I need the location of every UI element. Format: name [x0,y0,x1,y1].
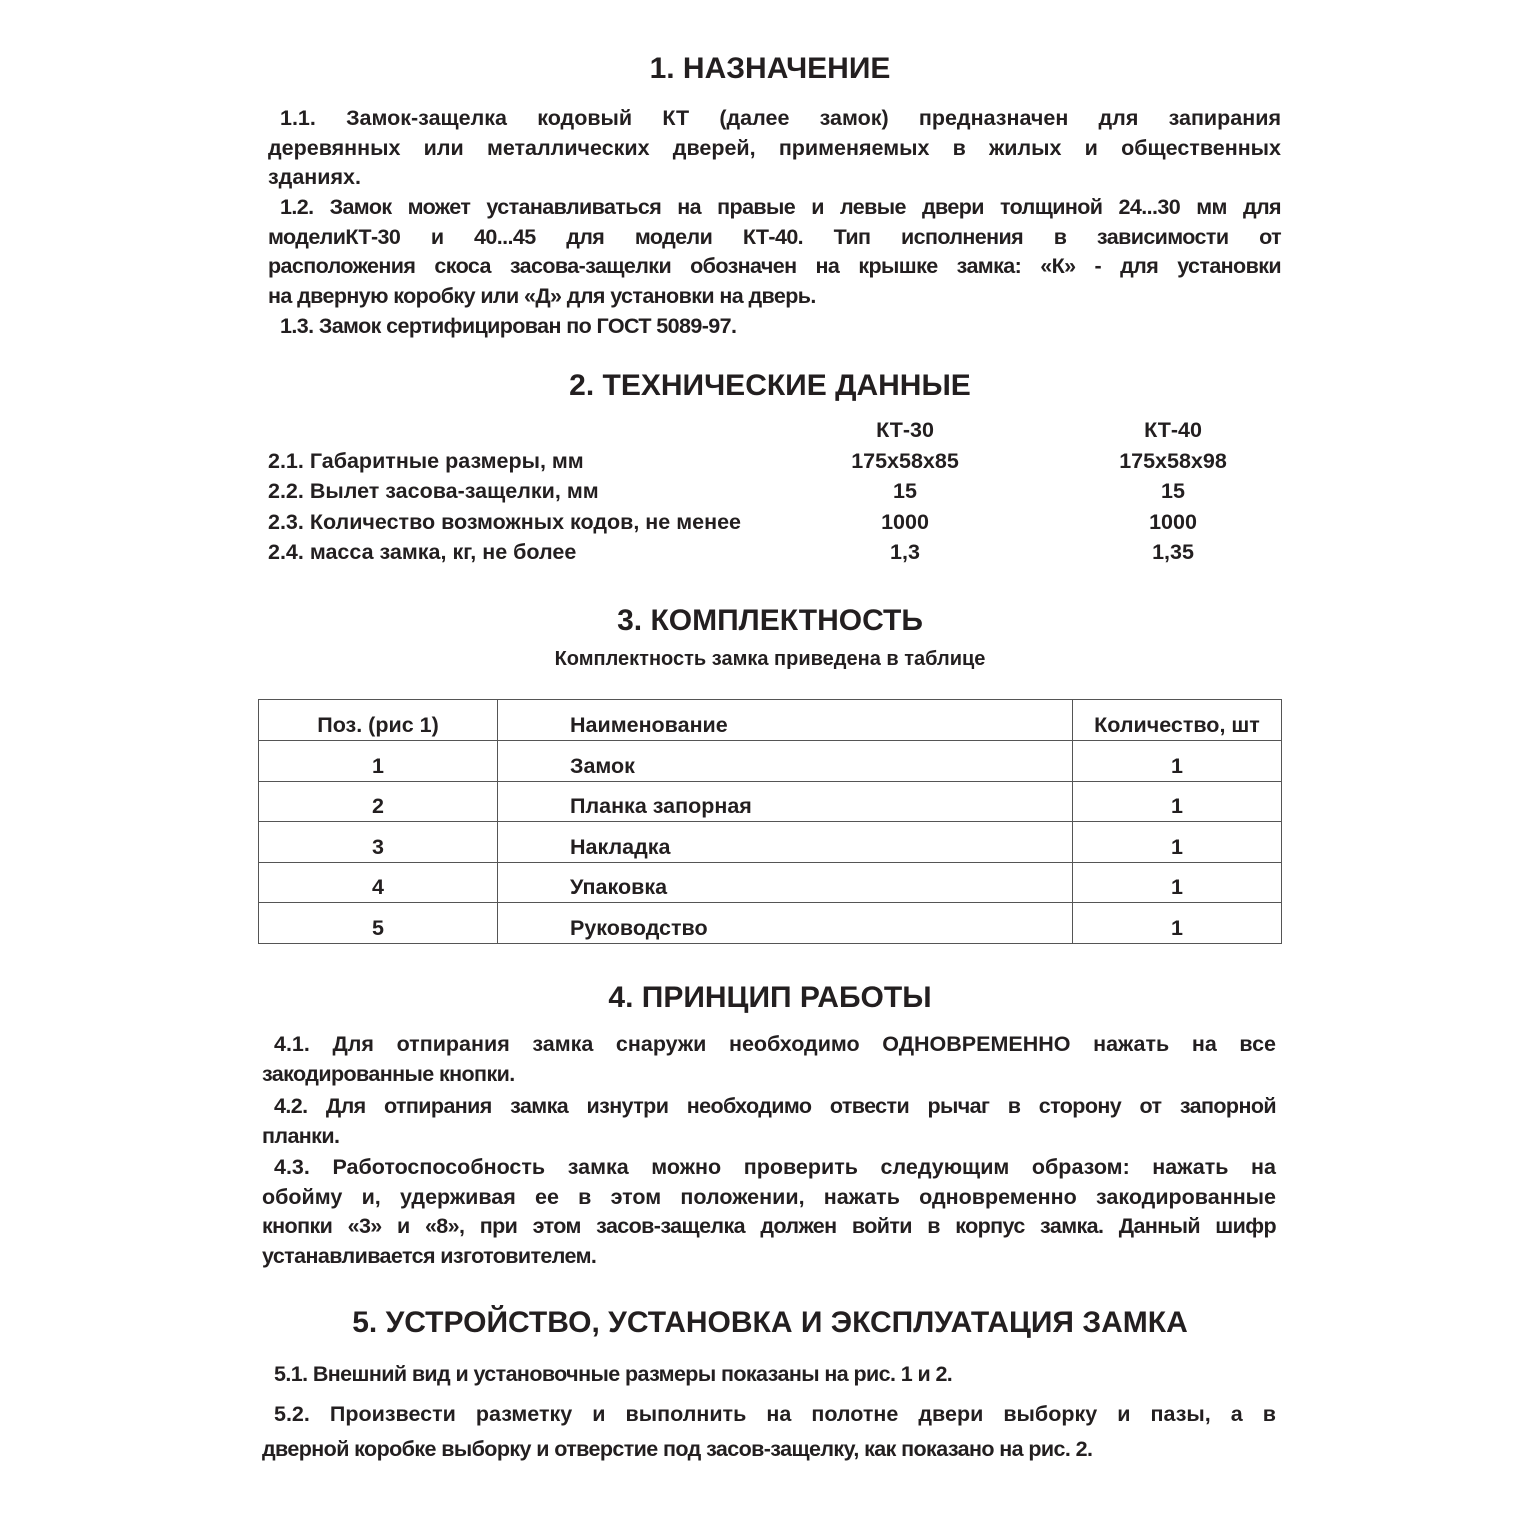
table-row [259,862,1282,903]
spec-label: 2.1. Габаритные размеры, мм [268,449,584,473]
spec-value-kt30: 15 [893,479,917,503]
cell-quantity: 1 [1073,903,1282,944]
paragraph-line: устанавливается изготовителем. [262,1243,597,1268]
paragraph-line: 1.1. Замок-защелка кодовый КТ (далее замок) предназначен для запирания [280,106,1281,130]
paragraph-1-1 [268,104,1281,193]
header-quantity: Количество, шт [1073,700,1282,741]
column-kt30: КТ-30 [876,418,934,442]
spec-value-kt40: 1000 [1149,510,1197,534]
spec-value-kt40: 15 [1161,479,1185,503]
paragraph-line: 4.3. Работоспособность замка можно проверить следующим образом: нажать на [274,1155,1276,1179]
cell-name: Руководство [498,903,1073,944]
table-row [259,781,1282,822]
paragraph-line: обойму и, удерживая ее в этом положении, нажать одновременно закодированные [262,1184,1276,1209]
section-2-title: 2. ТЕХНИЧЕСКИЕ ДАННЫЕ [569,369,971,402]
spec-value-kt40: 175x58x98 [1119,449,1227,473]
section-3-subtitle: Комплектность замка приведена в таблице [554,648,986,670]
spec-value-kt40: 1,35 [1152,540,1194,564]
paragraph-5-1 [262,1360,1276,1390]
cell-quantity: 1 [1073,781,1282,822]
paragraph-line: 1.2. Замок может устанавливаться на правые и левые двери толщиной 24...30 мм для [280,195,1281,219]
table-row [259,903,1282,944]
spec-value-kt30: 175x58x85 [851,449,959,473]
cell-name: Накладка [498,822,1073,863]
paragraph-line: планки. [262,1123,340,1148]
cell-name: Планка запорная [498,781,1073,822]
cell-quantity: 1 [1073,822,1282,863]
section-4-title: 4. ПРИНЦИП РАБОТЫ [608,981,932,1014]
tech-data-row [0,479,1540,509]
cell-position: 4 [259,862,498,903]
paragraph-line: дверной коробке выборку и отверстие под засов-защелку, как показано на рис. 2. [262,1437,1093,1461]
cell-position: 2 [259,781,498,822]
cell-position: 3 [259,822,498,863]
spec-label: 2.4. масса замка, кг, не более [268,540,577,564]
header-position: Поз. (рис 1) [259,700,498,741]
cell-name: Упаковка [498,862,1073,903]
cell-quantity: 1 [1073,741,1282,782]
section-5-title: 5. УСТРОЙСТВО, УСТАНОВКА И ЭКСПЛУАТАЦИЯ ЗАМКА [352,1306,1188,1339]
kit-table [258,699,1282,944]
paragraph-5-2 [262,1397,1276,1467]
paragraph-line: расположения скоса засова-защелки обозначен на крышке замка: «К» - для установки [268,254,1281,279]
paragraph-4-1 [262,1030,1276,1089]
paragraph-1-2 [268,193,1281,311]
header-name: Наименование [498,700,1073,741]
cell-position: 1 [259,741,498,782]
paragraph-line: 4.1. Для отпирания замка снаружи необходимо ОДНОВРЕМЕННО нажать на все [274,1032,1276,1056]
section-1-title: 1. НАЗНАЧЕНИЕ [649,52,891,85]
paragraph-line: на дверную коробку или «Д» для установки на дверь. [268,283,816,308]
cell-name: Замок [498,741,1073,782]
paragraph-line: 5.1. Внешний вид и установочные размеры показаны на рис. 1 и 2. [274,1362,953,1386]
tech-data-row [0,540,1540,570]
spec-label: 2.3. Количество возможных кодов, не менее [268,510,741,534]
tech-data-row [0,510,1540,540]
paragraph-line: закодированные кнопки. [262,1061,515,1086]
paragraph-4-3 [262,1153,1276,1271]
paragraph-line: деревянных или металлических дверей, применяемых в жилых и общественных [268,135,1281,160]
paragraph-line: 5.2. Произвести разметку и выполнить на полотне двери выборку и пазы, а в [274,1402,1276,1426]
tech-data-row [0,449,1540,479]
table-header-row [259,700,1282,741]
spec-label: 2.2. Вылет засова-защелки, мм [268,479,599,503]
paragraph-line: зданиях. [268,165,361,190]
paragraph-4-2 [262,1092,1276,1151]
column-kt40: КТ-40 [1144,418,1202,442]
cell-position: 5 [259,903,498,944]
tech-data-header [0,418,1540,448]
cell-quantity: 1 [1073,862,1282,903]
paragraph-1-3 [268,312,1281,342]
spec-value-kt30: 1,3 [890,540,920,564]
section-3-title: 3. КОМПЛЕКТНОСТЬ [617,604,923,637]
paragraph-line: моделиКТ-30 и 40...45 для модели КТ-40. Тип исполнения в зависимости от [268,224,1281,249]
paragraph-line: 4.2. Для отпирания замка изнутри необходимо отвести рычаг в сторону от запорной [274,1094,1276,1118]
paragraph-line: 1.3. Замок сертифицирован по ГОСТ 5089-97. [280,314,737,338]
table-row [259,741,1282,782]
spec-value-kt30: 1000 [881,510,929,534]
paragraph-line: кнопки «3» и «8», при этом засов-защелка должен войти в корпус замка. Данный шифр [262,1214,1276,1239]
table-row [259,822,1282,863]
